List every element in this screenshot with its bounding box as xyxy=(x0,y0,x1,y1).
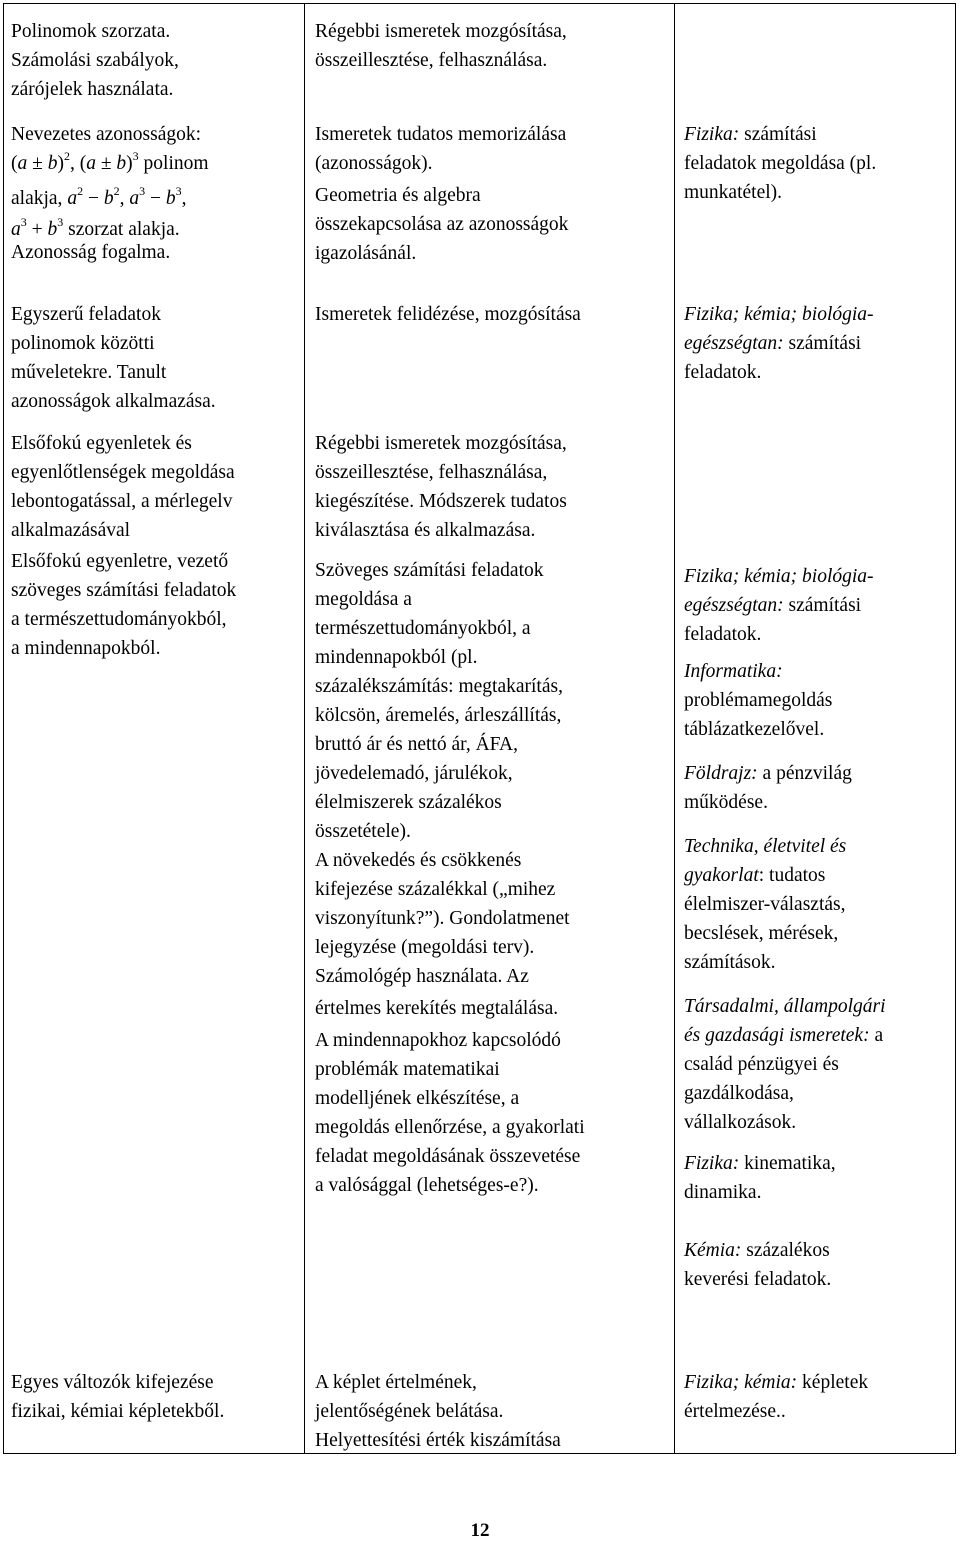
text-line: jövedelemadó, járulékok, xyxy=(315,763,513,784)
row2-connections xyxy=(684,120,949,207)
text-line: és gazdasági ismeretek: a xyxy=(684,1025,884,1046)
text-line: Helyettesítési érték kiszámítása xyxy=(315,1430,561,1451)
text-line: értelmezése.. xyxy=(684,1401,786,1422)
text-line: egészségtan: számítási xyxy=(684,333,862,354)
text-line: egészségtan: számítási xyxy=(684,595,862,616)
text-line: értelmes kerekítés megtalálása. xyxy=(315,998,559,1019)
row3-connections xyxy=(684,300,949,387)
text-line: összeillesztése, felhasználása, xyxy=(315,462,548,483)
text-line: feladatok. xyxy=(684,624,762,645)
text-line: egyenlőtlenségek megoldása xyxy=(11,462,235,483)
text-line: Polinomok szorzata. xyxy=(11,21,171,42)
text-line: Elsőfokú egyenletek és xyxy=(11,433,192,454)
text-line: Ismeretek felidézése, mozgósítása xyxy=(315,304,581,325)
text-line: élelmiszer-választás, xyxy=(684,894,846,915)
text-line: problémák matematikai xyxy=(315,1059,500,1080)
text-line: A képlet értelmének, xyxy=(315,1372,477,1393)
text-line: összeillesztése, felhasználása. xyxy=(315,50,548,71)
text-line: lejegyzése (megoldási terv). xyxy=(315,937,535,958)
text-line: becslések, mérések, xyxy=(684,923,839,944)
text-line: Régebbi ismeretek mozgósítása, xyxy=(315,433,567,454)
text-line: Fizika; kémia: képletek xyxy=(684,1372,869,1393)
row5-activities xyxy=(315,1368,670,1455)
row5-content xyxy=(11,1368,303,1426)
text-line: család pénzügyei és xyxy=(684,1054,839,1075)
text-line: Egyszerű feladatok xyxy=(11,304,161,325)
text-line: Fizika: kinematika, xyxy=(684,1153,836,1174)
identity-formula-line: $(a \pm b)^2$, $(a \pm b)^3$ polinom xyxy=(11,148,209,174)
text-line: jelentőségének belátása. xyxy=(315,1401,504,1422)
text-line: azonosságok alkalmazása. xyxy=(11,391,216,412)
text-line: feladatok megoldása (pl. xyxy=(684,153,877,174)
row4-connections xyxy=(684,562,949,1294)
sum-formula-line: $a^3 + b^3$ szorzat alakja. xyxy=(11,214,180,240)
text-line: Fizika: számítási xyxy=(684,124,817,145)
text-line: élelmiszerek százalékos xyxy=(315,792,502,813)
text-line: bruttó ár és nettó ár, ÁFA, xyxy=(315,734,519,755)
text-line: zárójelek használata. xyxy=(11,79,174,100)
text-line: kifejezése százalékkal („mihez xyxy=(315,879,556,900)
text-line: táblázatkezelővel. xyxy=(684,719,825,740)
text-line: Számológép használata. Az xyxy=(315,966,529,987)
text-line: Technika, életvitel és xyxy=(684,836,847,857)
row5-connections xyxy=(684,1368,949,1426)
text-line: vállalkozások. xyxy=(684,1112,797,1133)
text-line: a mindennapokból. xyxy=(11,638,161,659)
text-line: alkalmazásával xyxy=(11,520,131,541)
text-line: Ismeretek tudatos memorizálása xyxy=(315,124,567,145)
text-line: gazdálkodása, xyxy=(684,1083,794,1104)
row3-content xyxy=(11,300,303,416)
text-line: fizikai, kémiai képletekből. xyxy=(11,1401,225,1422)
text-line: igazolásánál. xyxy=(315,243,417,264)
page-number: 12 xyxy=(470,1520,490,1541)
text-line: (azonosságok). xyxy=(315,153,433,174)
row2-activities xyxy=(315,120,670,268)
text-line: viszonyítunk?”). Gondolatmenet xyxy=(315,908,570,929)
text-line: kiválasztása és alkalmazása. xyxy=(315,520,536,541)
text-line: Geometria és algebra xyxy=(315,185,481,206)
text-line: modelljének elkészítése, a xyxy=(315,1088,520,1109)
text-line: Fizika; kémia; biológia- xyxy=(684,566,874,587)
text-line: természettudományokból, a xyxy=(315,618,531,639)
text-line: Társadalmi, állampolgári xyxy=(684,996,886,1017)
text-line: Elsőfokú egyenletre, vezető xyxy=(11,551,229,572)
text-line: Egyes változók kifejezése xyxy=(11,1372,214,1393)
text-line: Fizika; kémia; biológia- xyxy=(684,304,874,325)
text-line: összekapcsolása az azonosságok xyxy=(315,214,569,235)
text-line: kiegészítése. Módszerek tudatos xyxy=(315,491,567,512)
curriculum-table xyxy=(3,3,956,1454)
text-line: Azonosság fogalma. xyxy=(11,242,171,263)
text-line: a valósággal (lehetséges-e?). xyxy=(315,1175,539,1196)
text-line: számítások. xyxy=(684,952,776,973)
text-line: munkatétel). xyxy=(684,182,783,203)
text-line: problémamegoldás xyxy=(684,690,833,711)
text-line: polinomok közötti xyxy=(11,333,155,354)
text-line: keverési feladatok. xyxy=(684,1269,832,1290)
column-divider xyxy=(674,4,675,1453)
text-line: szöveges számítási feladatok xyxy=(11,580,237,601)
text-line: Nevezetes azonosságok: xyxy=(11,124,202,145)
text-line: Régebbi ismeretek mozgósítása, xyxy=(315,21,567,42)
text-line: Kémia: százalékos xyxy=(684,1240,830,1261)
text-line: A növekedés és csökkenés xyxy=(315,850,522,871)
text-line: Számolási szabályok, xyxy=(11,50,179,71)
text-line: mindennapokból (pl. xyxy=(315,647,478,668)
text-line: műveletekre. Tanult xyxy=(11,362,167,383)
text-line: feladat megoldásának összevetése xyxy=(315,1146,581,1167)
text-line: lebontogatással, a mérlegelv xyxy=(11,491,233,512)
text-line: Szöveges számítási feladatok xyxy=(315,560,544,581)
text-line: összetétele). xyxy=(315,821,411,842)
difference-formula-line: alakja, $a^2 - b^2$, $a^3 - b^3$, xyxy=(11,183,187,209)
row1-content xyxy=(11,17,303,104)
row3-activities xyxy=(315,300,670,329)
text-line: százalékszámítás: megtakarítás, xyxy=(315,676,563,697)
row1-activities xyxy=(315,17,670,75)
text-line: gyakorlat: tudatos xyxy=(684,865,826,886)
text-line: Informatika: xyxy=(684,661,783,682)
row4-content xyxy=(11,429,303,663)
text-line: megoldás ellenőrzése, a gyakorlati xyxy=(315,1117,585,1138)
text-line: működése. xyxy=(684,792,768,813)
text-line: a természettudományokból, xyxy=(11,609,227,630)
text-line: megoldása a xyxy=(315,589,412,610)
text-line: feladatok. xyxy=(684,362,762,383)
text-line: A mindennapokhoz kapcsolódó xyxy=(315,1030,561,1051)
row4-activities xyxy=(315,429,670,1200)
column-divider xyxy=(304,4,305,1453)
text-line: Földrajz: a pénzvilág xyxy=(684,763,852,784)
text-line: kölcsön, áremelés, árleszállítás, xyxy=(315,705,562,726)
row2-content xyxy=(11,120,303,267)
text-line: dinamika. xyxy=(684,1182,762,1203)
